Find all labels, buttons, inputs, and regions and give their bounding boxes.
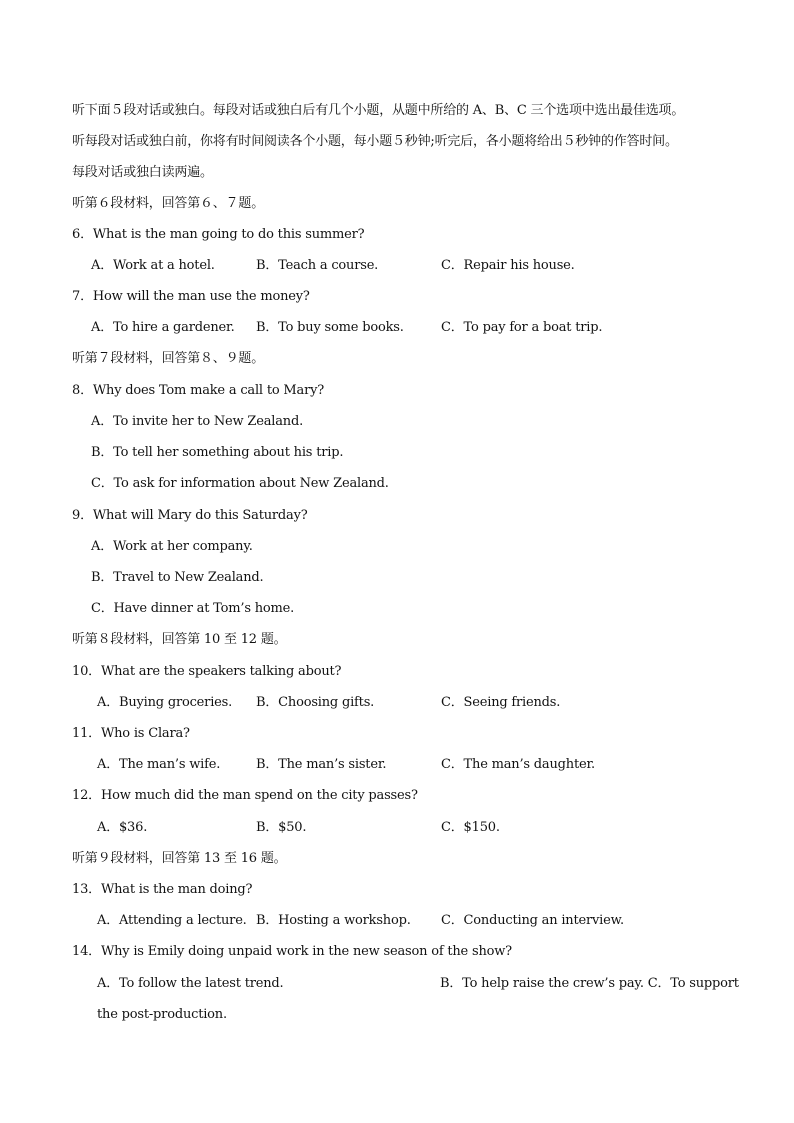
instruction-line-3: 每段对话或独白读两遍。 xyxy=(72,165,213,180)
question-stem-8: 8．Why does Tom make a call to Mary? xyxy=(72,383,324,398)
option-7a: A．To hire a gardener. xyxy=(91,320,235,335)
section-heading-7: 听第７段材料，回答第８、９题。 xyxy=(72,351,265,366)
option-14a: A．To follow the latest trend. xyxy=(97,976,284,991)
option-10a: A．Buying groceries. xyxy=(97,695,233,710)
option-13c: C．Conducting an interview. xyxy=(441,913,624,928)
option-13b: B．Hosting a workshop. xyxy=(256,913,411,928)
section-heading-8: 听第８段材料，回答第 10 至 12 题。 xyxy=(72,632,287,647)
option-11a: A．The man’s wife. xyxy=(97,757,221,772)
option-12c: C．$150. xyxy=(441,820,500,835)
question-stem-9: 9．What will Mary do this Saturday? xyxy=(72,508,308,523)
option-7c: C．To pay for a boat trip. xyxy=(441,320,603,335)
instruction-line-2: 听每段对话或独白前，你将有时间阅读各个小题，每小题５秒钟;听完后，各小题将给出５秒钟的作答时间。 xyxy=(72,134,678,149)
option-8c: C．To ask for information about New Zealand. xyxy=(91,476,389,491)
option-6c: C．Repair his house. xyxy=(441,258,575,273)
option-14c-continued: the post-production. xyxy=(97,1007,227,1022)
option-10b: B．Choosing gifts. xyxy=(256,695,375,710)
option-9b: B．Travel to New Zealand. xyxy=(91,570,264,585)
question-stem-13: 13．What is the man doing? xyxy=(72,882,253,897)
option-13a: A．Attending a lecture. xyxy=(97,913,247,928)
question-stem-12: 12．How much did the man spend on the city passes? xyxy=(72,788,418,803)
option-12a: A．$36. xyxy=(97,820,148,835)
option-9a: A．Work at her company. xyxy=(91,539,253,554)
option-9c: C．Have dinner at Tom’s home. xyxy=(91,601,295,616)
option-6b: B．Teach a course. xyxy=(256,258,379,273)
option-12b: B．$50. xyxy=(256,820,307,835)
question-stem-6: 6．What is the man going to do this summer? xyxy=(72,227,365,242)
option-7b: B．To buy some books. xyxy=(256,320,404,335)
question-stem-7: 7．How will the man use the money? xyxy=(72,289,310,304)
option-11c: C．The man’s daughter. xyxy=(441,757,595,772)
question-stem-10: 10．What are the speakers talking about? xyxy=(72,664,342,679)
option-14bc: B．To help raise the crew’s pay. C．To support xyxy=(440,976,739,991)
option-10c: C．Seeing friends. xyxy=(441,695,561,710)
option-8a: A．To invite her to New Zealand. xyxy=(91,414,304,429)
option-11b: B．The man’s sister. xyxy=(256,757,387,772)
question-stem-11: 11．Who is Clara? xyxy=(72,726,190,741)
question-stem-14: 14．Why is Emily doing unpaid work in the new season of the show? xyxy=(72,944,512,959)
section-heading-6: 听第６段材料，回答第６、７题。 xyxy=(72,196,265,211)
option-8b: B．To tell her something about his trip. xyxy=(91,445,344,460)
option-6a: A．Work at a hotel. xyxy=(91,258,215,273)
section-heading-9: 听第９段材料，回答第 13 至 16 题。 xyxy=(72,851,287,866)
instruction-line-1: 听下面５段对话或独白。每段对话或独白后有几个小题，从题中所给的 A、B、C 三个选项中选出最佳选项。 xyxy=(72,103,685,118)
